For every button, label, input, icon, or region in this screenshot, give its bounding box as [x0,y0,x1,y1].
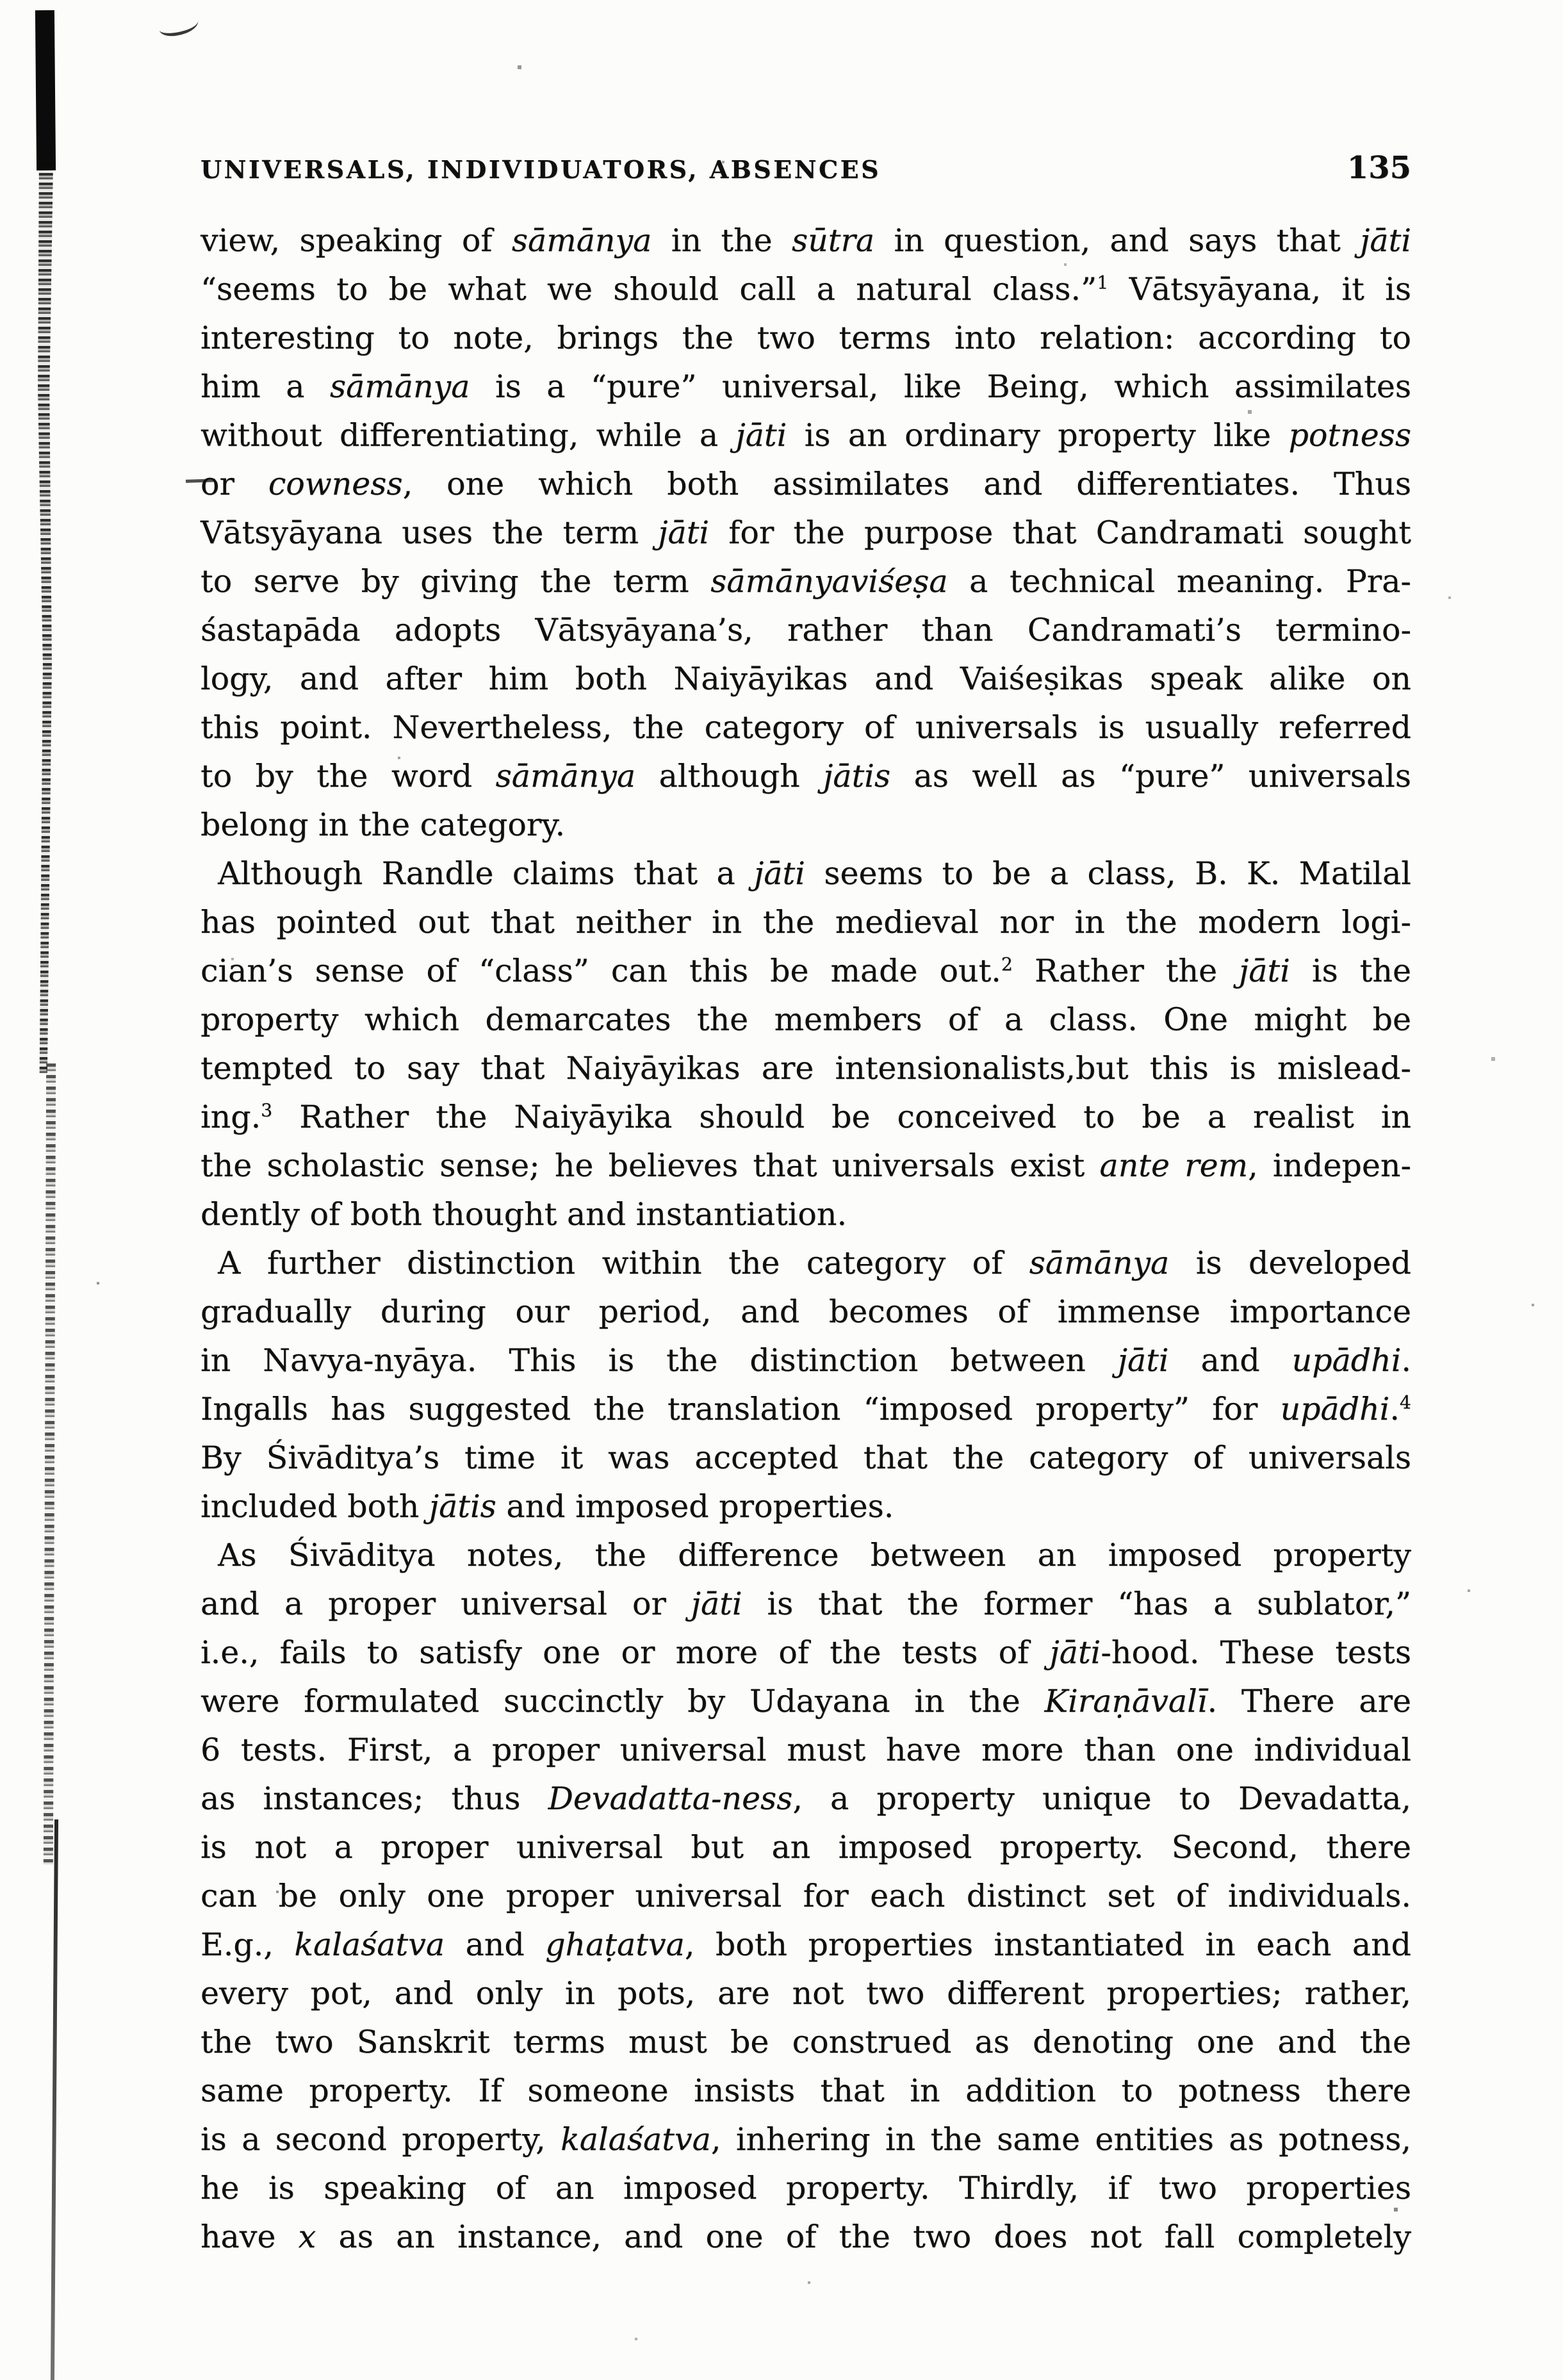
paragraph [200,1239,1411,1531]
scan-edge-artifact-mid [37,163,53,1073]
text-line: can be only one proper universal for each distinct set of individuals. [200,1878,1411,1914]
text-line: tempted to say that Naiyāyikas are intensionalists,but this is mislead- [200,1050,1411,1087]
text-line: logy, and after him both Naiyāyikas and Vaiśeṣikas speak alike on [200,661,1411,697]
text-line: A further distinction within the category of sāmānya is developed [218,1245,1412,1281]
text-line: dently of both thought and instantiation. [200,1196,847,1233]
text-line: 6 tests. First, a proper universal must have more than one individual [200,1732,1411,1768]
running-head: UNIVERSALS, INDIVIDUATORS, ABSENCES [200,155,881,184]
text-line: is a second property, kalaśatva, inhering in the same entities as potness, [200,2121,1411,2158]
text-line: Vātsyāyana uses the term jāti for the purpose that Candramati sought [200,514,1411,551]
page-header [200,150,1411,186]
text-line: Ingalls has suggested the translation “imposed property” for upādhi.$^4$ [200,1391,1411,1427]
text-line: every pot, and only in pots, are not two different properties; rather, [200,1975,1411,2012]
scan-edge-artifact-top [35,10,56,170]
text-line: without differentiating, while a jāti is an ordinary property like potness [200,417,1411,454]
text-line: to serve by giving the term sāmānyaviśeṣa a technical meaning. Pra- [200,563,1411,600]
text-block [200,217,1411,2261]
text-line: property which demarcates the members of a class. One might be [200,1001,1411,1038]
scan-edge-artifact-low [44,1063,56,1864]
text-line: to by the word sāmānya although jātis as well as “pure” universals [200,758,1411,794]
text-line: belong in the category. [200,807,566,843]
text-line: As Śivāditya notes, the difference between an imposed property [218,1537,1411,1573]
text-line: has pointed out that neither in the medieval nor in the modern logi- [200,904,1411,940]
text-line: view, speaking of sāmānya in the sūtra in question, and says that jāti [200,222,1411,259]
paragraph [200,217,1411,849]
text-line: the two Sanskrit terms must be construed as denoting one and the [200,2024,1411,2060]
text-line: same property. If someone insists that in addition to potness there [200,2072,1411,2109]
text-line: “seems to be what we should call a natural class.”$^1$ Vātsyāyana, it is [200,271,1411,308]
text-line: gradually during our period, and becomes of immense importance [200,1293,1411,1330]
text-line: cian’s sense of “class” can this be made out.$^2$ Rather the jāti is the [200,953,1411,989]
paragraph [200,849,1411,1239]
text-line: or cowness, one which both assimilates and differentiates. Thus [200,466,1411,502]
text-line: ing.$^3$ Rather the Naiyāyika should be conceived to be a realist in [200,1099,1411,1135]
text-line: śastapāda adopts Vātsyāyana’s, rather than Candramati’s termino- [200,612,1411,648]
text-line: By Śivāditya’s time it was accepted that the category of universals [200,1440,1411,1476]
scan-edge-artifact-line [51,1819,58,2380]
text-line: have x as an instance, and one of the two does not fall completely [200,2219,1412,2255]
paragraph [200,1531,1411,2261]
text-line: is not a proper universal but an imposed property. Second, there [200,1829,1411,1866]
page-number: 135 [1346,150,1411,186]
text-line: E.g., kalaśatva and ghaṭatva, both properties instantiated in each and [200,1926,1411,1963]
text-line: included both jātis and imposed properties. [200,1488,894,1525]
text-line: in Navya-nyāya. This is the distinction between jāti and upādhi. [200,1342,1411,1379]
text-line: were formulated succinctly by Udayana in the Kiraṇāvalī. There are [200,1683,1411,1719]
text-line: Although Randle claims that a jāti seems to be a class, B. K. Matilal [218,855,1411,892]
text-line: and a proper universal or jāti is that the former “has a sublator,” [200,1586,1412,1622]
ink-speck-layer [0,0,1,1]
text-line: i.e., fails to satisfy one or more of the tests of jāti-hood. These tests [200,1634,1411,1671]
text-line: the scholastic sense; he believes that universals exist ante rem, indepen- [200,1147,1412,1184]
stray-pen-mark [158,12,200,38]
text-line: he is speaking of an imposed property. Thirdly, if two properties [200,2170,1411,2206]
text-line: interesting to note, brings the two terms into relation: according to [200,320,1411,356]
text-line: as instances; thus Devadatta-ness, a property unique to Devadatta, [200,1780,1411,1817]
text-line: him a sāmānya is a “pure” universal, like Being, which assimilates [200,368,1411,405]
text-line: this point. Nevertheless, the category of universals is usually referred [200,709,1411,746]
